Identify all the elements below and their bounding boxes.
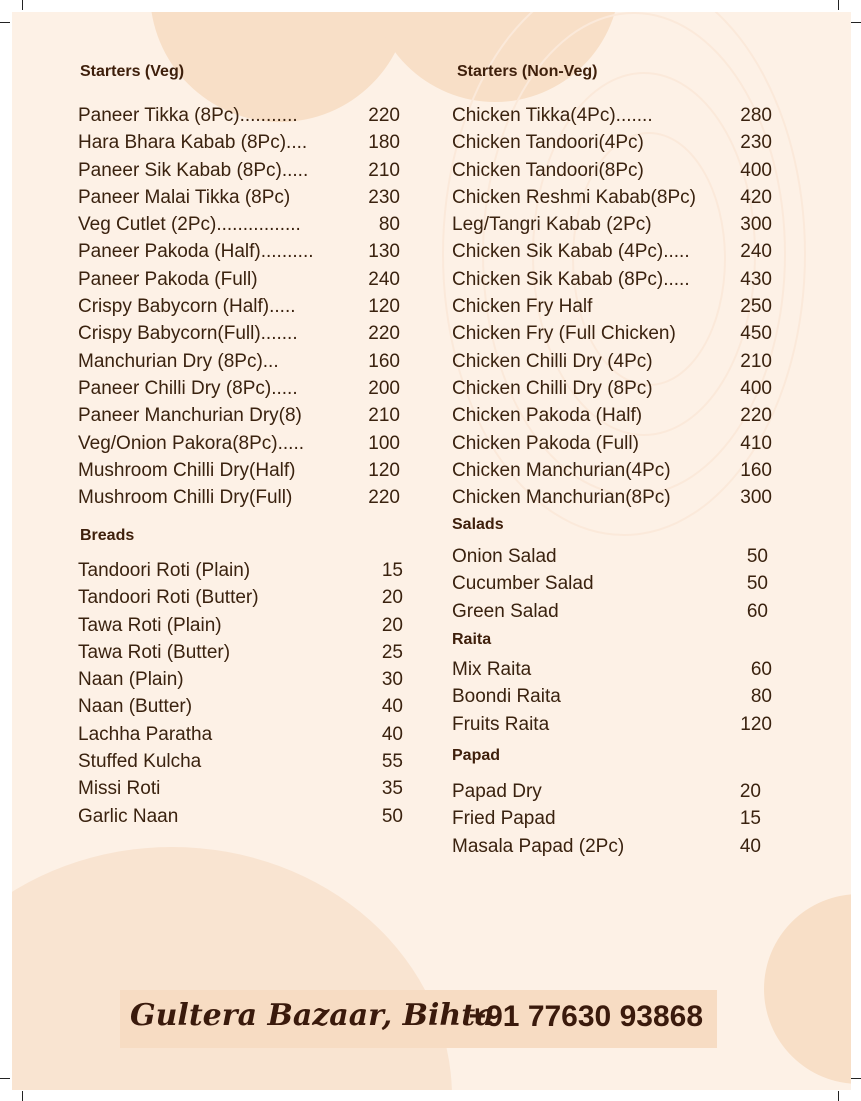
menu-item-name: Stuffed Kulcha: [78, 751, 202, 773]
menu-item-price: 30: [381, 669, 403, 691]
menu-item: [78, 642, 403, 669]
menu-item-price: 15: [739, 808, 761, 830]
menu-item: [452, 714, 772, 741]
menu-item-price: 450: [740, 323, 772, 345]
menu-item: [78, 269, 400, 296]
menu-item: [78, 160, 400, 187]
menu-item-price: 60: [750, 659, 772, 680]
menu-item-name: Mix Raita: [452, 659, 532, 680]
menu-item-price: 160: [368, 350, 400, 372]
contact-banner: [120, 990, 717, 1048]
menu-item: [78, 806, 403, 833]
menu-item-price: 230: [740, 132, 772, 154]
menu-item: [452, 323, 772, 350]
menu-item-name: Chicken Pakoda (Full): [452, 432, 639, 454]
menu-item-name: Leg/Tangri Kabab (2Pc): [452, 214, 652, 236]
menu-item: [78, 724, 403, 751]
menu-item-price: 220: [740, 405, 772, 427]
menu-item-price: 130: [368, 241, 400, 263]
menu-item-price: 120: [368, 296, 400, 318]
menu-item-name: Chicken Manchurian(4Pc): [452, 459, 671, 481]
menu-item: [78, 460, 400, 487]
crop-mark: [22, 0, 23, 10]
menu-item: [78, 378, 400, 405]
menu-item-price: 80: [378, 214, 400, 236]
menu-item-price: 20: [381, 587, 403, 609]
menu-item: [452, 405, 772, 432]
menu-item-name: Veg/Onion Pakora(8Pc).....: [78, 432, 305, 454]
menu-item: [78, 433, 400, 460]
menu-item-price: 230: [368, 186, 400, 208]
menu-item-price: 20: [381, 614, 403, 636]
menu-item-name: Fried Papad: [452, 808, 556, 830]
menu-item-name: Missi Roti: [78, 778, 161, 800]
menu-item-name: Paneer Malai Tikka (8Pc): [78, 186, 291, 208]
menu-item: [78, 105, 400, 132]
menu-item-price: 60: [746, 600, 768, 622]
menu-item-name: Paneer Pakoda (Half)..........: [78, 241, 314, 263]
menu-item-name: Masala Papad (2Pc): [452, 835, 625, 857]
menu-item: [78, 669, 403, 696]
menu-item: [452, 601, 768, 628]
menu-item-name: Tandoori Roti (Butter): [78, 587, 259, 609]
menu-item-name: Tawa Roti (Butter): [78, 641, 231, 663]
menu-item-price: 50: [746, 573, 768, 595]
menu-item: [452, 378, 772, 405]
section-title-salads: Salads: [452, 516, 504, 533]
menu-item: [452, 132, 772, 159]
menu-item: [452, 546, 768, 573]
menu-item-name: Cucumber Salad: [452, 573, 594, 595]
menu-item: [452, 836, 761, 863]
menu-item: [78, 187, 400, 214]
menu-item-name: Chicken Tandoori(4Pc): [452, 132, 644, 154]
menu-item: [452, 269, 772, 296]
crop-mark: [0, 22, 10, 23]
menu-item: [452, 686, 772, 713]
menu-item-name: Chicken Tandoori(8Pc): [452, 159, 644, 181]
menu-item-name: Chicken Chilli Dry (4Pc): [452, 350, 653, 372]
menu-item-name: Chicken Fry (Full Chicken): [452, 323, 676, 345]
menu-item: [452, 487, 772, 514]
menu-item: [452, 105, 772, 132]
menu-item-price: 240: [368, 268, 400, 290]
menu-item-price: 300: [740, 487, 772, 509]
menu-item: [78, 751, 403, 778]
menu-item-name: Chicken Manchurian(8Pc): [452, 487, 671, 509]
menu-item-price: 55: [381, 751, 403, 773]
section-title-starters-veg: Starters (Veg): [80, 63, 185, 80]
menu-item-name: Mushroom Chilli Dry(Full): [78, 487, 293, 509]
menu-item-name: Naan (Plain): [78, 669, 184, 691]
menu-item-price: 20: [739, 781, 761, 802]
menu-item-price: 200: [368, 377, 400, 399]
menu-item-name: Tandoori Roti (Plain): [78, 560, 251, 581]
menu-item-name: Manchurian Dry (8Pc)...: [78, 350, 279, 372]
menu-item-name: Paneer Chilli Dry (8Pc).....: [78, 377, 298, 399]
starters-veg-list: [78, 105, 400, 514]
menu-item: [452, 160, 772, 187]
menu-item-price: 220: [368, 105, 400, 126]
menu-item-name: Chicken Reshmi Kabab(8Pc): [452, 186, 696, 208]
menu-item-price: 25: [381, 641, 403, 663]
menu-item: [78, 778, 403, 805]
menu-item-name: Chicken Fry Half: [452, 296, 593, 318]
menu-item-name: Green Salad: [452, 600, 559, 622]
breads-list: [78, 560, 403, 833]
menu-item-name: Chicken Chilli Dry (8Pc): [452, 377, 653, 399]
crop-mark: [0, 1078, 10, 1079]
menu-item-price: 50: [746, 546, 768, 567]
menu-item: [78, 696, 403, 723]
menu-item-price: 210: [368, 405, 400, 427]
menu-item: [452, 296, 772, 323]
menu-item: [452, 460, 772, 487]
menu-item: [78, 351, 400, 378]
menu-item: [78, 323, 400, 350]
menu-item: [452, 573, 768, 600]
papad-list: [452, 781, 761, 863]
menu-item-name: Mushroom Chilli Dry(Half): [78, 459, 296, 481]
menu-item-price: 220: [368, 487, 400, 509]
menu-item-price: 210: [740, 350, 772, 372]
menu-item-name: Fruits Raita: [452, 713, 550, 735]
crop-mark: [851, 1078, 861, 1079]
menu-item-price: 240: [740, 241, 772, 263]
menu-item-name: Naan (Butter): [78, 696, 193, 718]
menu-item-price: 250: [740, 296, 772, 318]
menu-item-name: Paneer Manchurian Dry(8): [78, 405, 302, 427]
menu-item-price: 35: [381, 778, 403, 800]
crop-mark: [851, 22, 861, 23]
decor-blob: [764, 894, 851, 1084]
menu-item-name: Chicken Sik Kabab (4Pc).....: [452, 241, 690, 263]
crop-mark: [838, 0, 839, 10]
menu-item-name: Garlic Naan: [78, 805, 179, 827]
starters-nonveg-list: [452, 105, 772, 514]
menu-item-price: 400: [740, 159, 772, 181]
menu-item-name: Crispy Babycorn(Full).......: [78, 323, 298, 345]
menu-item: [452, 781, 761, 808]
menu-item-name: Chicken Tikka(4Pc).......: [452, 105, 653, 126]
menu-item-price: 160: [740, 459, 772, 481]
section-title-raita: Raita: [452, 631, 492, 648]
menu-item: [452, 808, 761, 835]
menu-item-price: 410: [740, 432, 772, 454]
menu-item-price: 300: [740, 214, 772, 236]
menu-item-name: Veg Cutlet (2Pc)................: [78, 214, 301, 236]
menu-item: [452, 187, 772, 214]
crop-mark: [838, 1091, 839, 1101]
menu-item-price: 50: [381, 805, 403, 827]
menu-item: [78, 560, 403, 587]
menu-item-name: Chicken Pakoda (Half): [452, 405, 643, 427]
menu-item-price: 40: [381, 723, 403, 745]
menu-item-price: 400: [740, 377, 772, 399]
menu-item: [452, 241, 772, 268]
section-title-papad: Papad: [452, 747, 501, 764]
menu-item: [78, 241, 400, 268]
menu-item: [452, 433, 772, 460]
menu-item-price: 430: [740, 268, 772, 290]
menu-item-name: Paneer Pakoda (Full): [78, 268, 258, 290]
menu-item: [78, 132, 400, 159]
menu-item-price: 280: [740, 105, 772, 126]
menu-item-price: 120: [740, 713, 772, 735]
menu-item-name: Hara Bhara Kabab (8Pc)....: [78, 132, 308, 154]
menu-item: [78, 587, 403, 614]
menu-item-price: 210: [368, 159, 400, 181]
menu-item-price: 40: [739, 835, 761, 857]
menu-item-price: 120: [368, 459, 400, 481]
menu-item-name: Lachha Paratha: [78, 723, 213, 745]
menu-item-name: Boondi Raita: [452, 686, 561, 708]
menu-item: [78, 615, 403, 642]
menu-item-price: 100: [368, 432, 400, 454]
menu-item-name: Paneer Tikka (8Pc)...........: [78, 105, 298, 126]
menu-item-price: 40: [381, 696, 403, 718]
location-text: Gultera Bazaar, Bihta: [130, 998, 495, 1033]
menu-item-price: 15: [381, 560, 403, 581]
menu-item-name: Papad Dry: [452, 781, 542, 802]
menu-item-price: 80: [750, 686, 772, 708]
menu-item-price: 180: [368, 132, 400, 154]
menu-item-name: Onion Salad: [452, 546, 557, 567]
menu-item-name: Crispy Babycorn (Half).....: [78, 296, 296, 318]
crop-mark: [22, 1091, 23, 1101]
menu-item-price: 420: [740, 186, 772, 208]
menu-page: [12, 12, 851, 1090]
menu-item-name: Tawa Roti (Plain): [78, 614, 222, 636]
decor-blob: [12, 847, 452, 1090]
section-title-starters-nonveg: Starters (Non-Veg): [457, 63, 598, 80]
menu-item-price: 220: [368, 323, 400, 345]
menu-item: [452, 214, 772, 241]
menu-item: [452, 659, 772, 686]
section-title-breads: Breads: [80, 527, 135, 544]
raita-list: [452, 659, 772, 741]
salads-list: [452, 546, 768, 628]
phone-number[interactable]: +91 77630 93868: [468, 1000, 703, 1033]
menu-item: [78, 487, 400, 514]
menu-item: [78, 214, 400, 241]
menu-item: [78, 405, 400, 432]
menu-item-name: Chicken Sik Kabab (8Pc).....: [452, 268, 690, 290]
menu-item: [452, 351, 772, 378]
menu-item-name: Paneer Sik Kabab (8Pc).....: [78, 159, 309, 181]
menu-item: [78, 296, 400, 323]
